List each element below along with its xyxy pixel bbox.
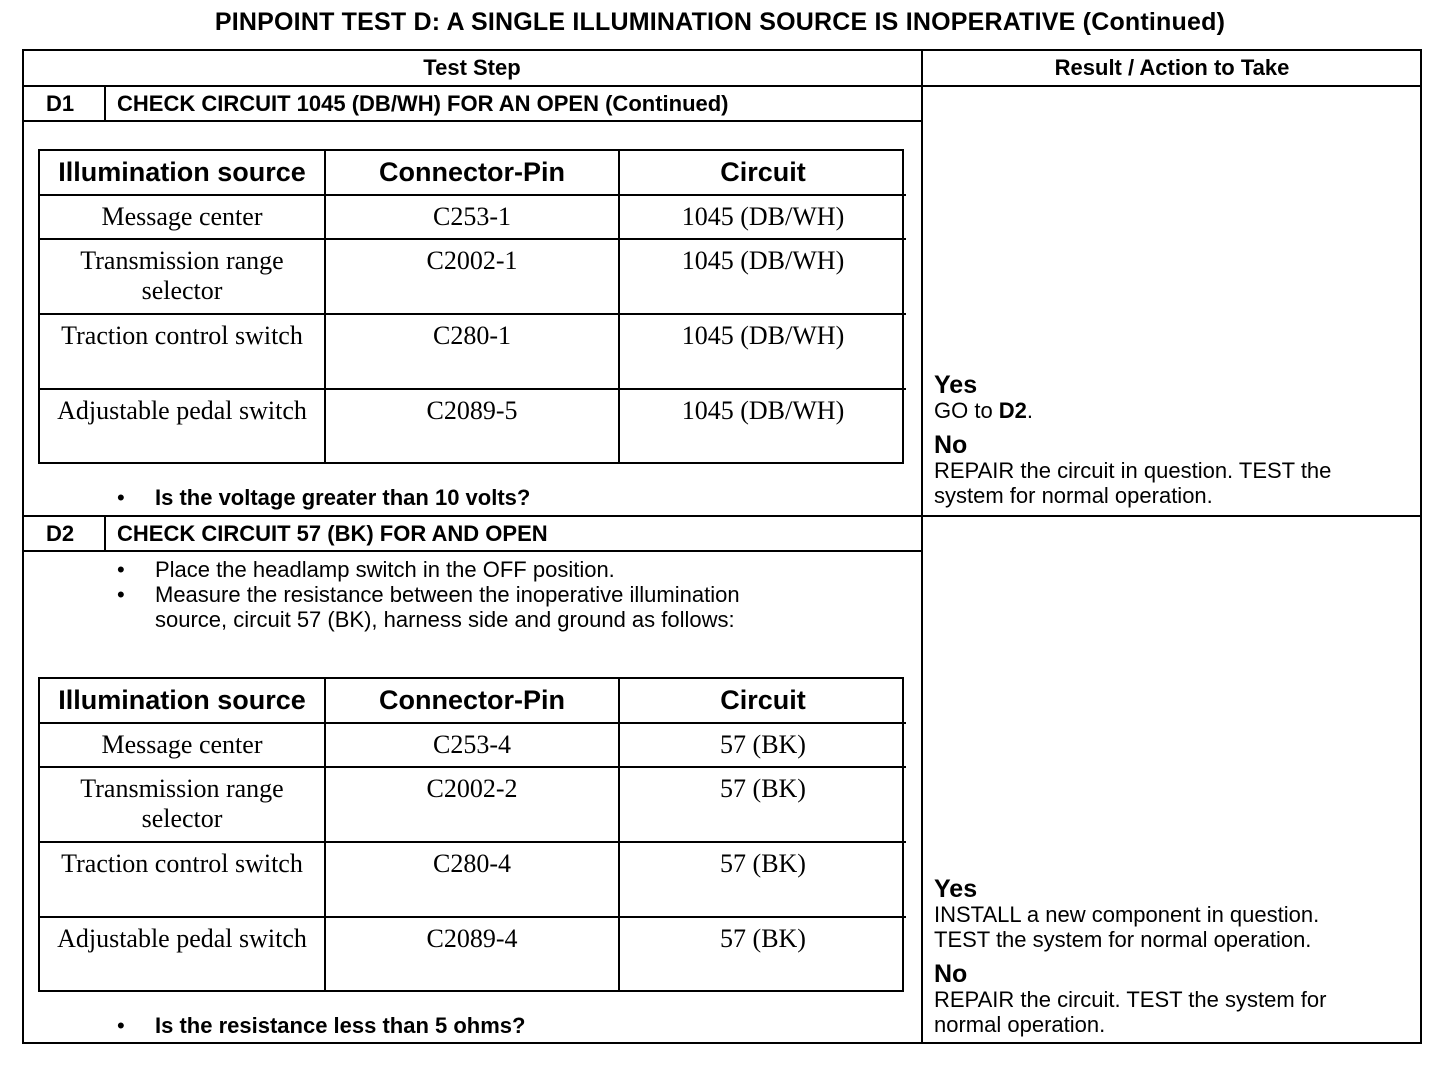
d2-no-action-line1: REPAIR the circuit. TEST the system for [934,987,1327,1012]
cell-circuit: 57 (BK) [619,917,906,992]
bullet-icon: • [117,582,125,607]
d1-title-divider [22,120,922,122]
d2-bullet-2-line1: Measure the resistance between the inoperative illumination [155,582,740,607]
cell-pin: C2089-4 [325,917,619,992]
cell-source: Adjustable pedal switch [40,917,325,992]
d2-no-label: No [934,960,968,988]
d2-bullet-1-text: Place the headlamp switch in the OFF position. [155,557,615,582]
bullet-icon: • [117,557,125,582]
d2-title-divider [22,550,922,552]
cell-source: Adjustable pedal switch [40,389,325,464]
col-header-circuit: Circuit [619,151,906,195]
page-title: PINPOINT TEST D: A SINGLE ILLUMINATION SOURCE IS INOPERATIVE (Continued) [214,8,1226,36]
table-row [40,195,906,239]
cell-circuit: 57 (BK) [619,767,906,842]
cell-pin: C253-4 [325,723,619,767]
bullet-icon: • [117,1013,125,1038]
d1-no-label: No [934,431,968,459]
cell-pin: C2002-2 [325,767,619,842]
d1-step-id: D1 [46,91,75,116]
d2-step-title: CHECK CIRCUIT 57 (BK) FOR AND OPEN [117,521,548,546]
d2-no-action-line2: normal operation. [934,1012,1106,1037]
cell-circuit: 57 (BK) [619,723,906,767]
cell-circuit: 1045 (DB/WH) [619,389,906,464]
result-header: Result / Action to Take [1054,55,1290,80]
table-row [40,917,906,992]
cell-pin: C2089-5 [325,389,619,464]
cell-circuit: 1045 (DB/WH) [619,239,906,314]
d1-yes-label: Yes [934,371,978,399]
cell-source: Message center [40,723,325,767]
d1-step-title: CHECK CIRCUIT 1045 (DB/WH) FOR AN OPEN (Continued) [117,91,729,116]
d2-question-text: Is the resistance less than 5 ohms? [155,1013,526,1038]
cell-circuit: 1045 (DB/WH) [619,314,906,389]
d1-no-action-line1: REPAIR the circuit in question. TEST the [934,458,1332,483]
d2-illumination-table [38,677,904,992]
d2-result [934,876,1326,1037]
col-header-source: Illumination source [40,151,325,195]
cell-source: Transmission range selector [40,767,325,842]
cell-source: Message center [40,195,325,239]
table-row [40,767,906,842]
table-row [40,723,906,767]
d2-step-id: D2 [46,521,75,546]
d1-result [934,372,1331,508]
d2-yes-action-line2: TEST the system for normal operation. [934,927,1312,952]
col-header-pin: Connector-Pin [325,151,619,195]
table-row [40,389,906,464]
d1-id-divider [104,85,106,121]
cell-source: Transmission range selector [40,239,325,314]
col-header-pin: Connector-Pin [325,679,619,723]
table-row [40,239,906,314]
cell-pin: C280-1 [325,314,619,389]
cell-pin: C280-4 [325,842,619,917]
col-header-circuit: Circuit [619,679,906,723]
column-divider [921,49,923,1044]
col-header-source: Illumination source [40,679,325,723]
table-row [40,842,906,917]
cell-pin: C2002-1 [325,239,619,314]
cell-source: Traction control switch [40,842,325,917]
d2-bullet-2-line2: source, circuit 57 (BK), harness side and ground as follows: [155,607,735,632]
d2-yes-label: Yes [934,875,978,903]
cell-circuit: 57 (BK) [619,842,906,917]
d2-yes-action-line1: INSTALL a new component in question. [934,902,1320,927]
cell-source: Traction control switch [40,314,325,389]
d2-id-divider [104,515,106,551]
cell-pin: C253-1 [325,195,619,239]
d1-yes-action: GO to D2. [934,398,1034,423]
bullet-icon: • [117,485,125,510]
d1-no-action-line2: system for normal operation. [934,483,1213,508]
d1-question-text: Is the voltage greater than 10 volts? [155,485,531,510]
cell-circuit: 1045 (DB/WH) [619,195,906,239]
test-step-header: Test Step [423,55,521,80]
table-row [40,314,906,389]
d1-illumination-table [38,149,904,464]
step-divider [22,515,1422,517]
header-divider [22,85,1422,87]
